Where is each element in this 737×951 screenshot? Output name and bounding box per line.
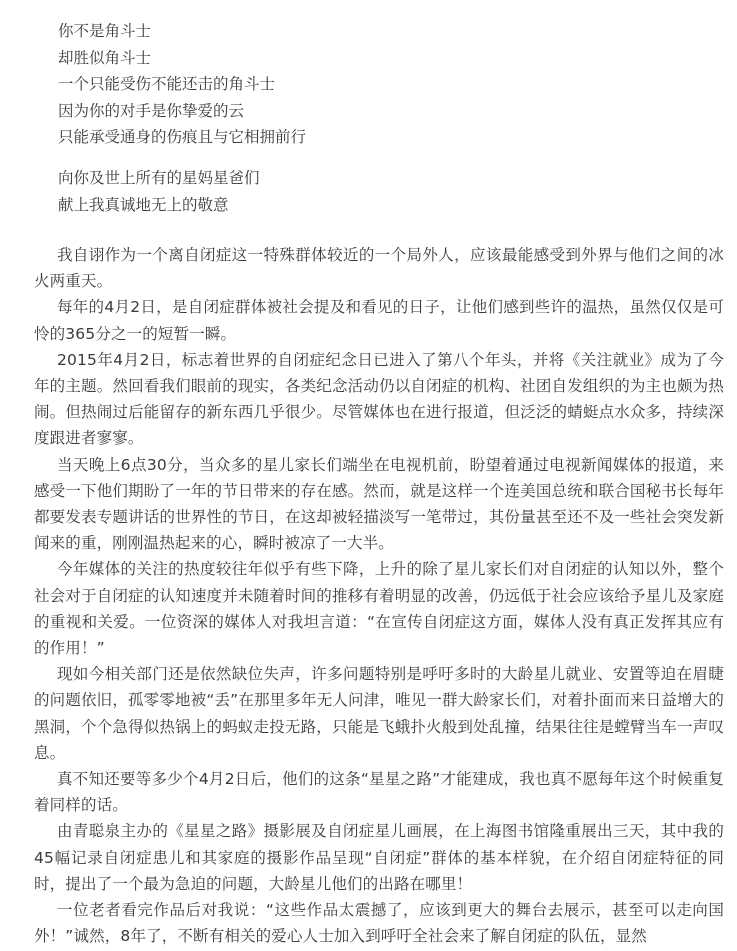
poem-line: 却胜似角斗士 — [58, 48, 152, 67]
paragraph: 今年媒体的关注的热度较往年似乎有些下降，上升的除了星儿家长们对自闭症的认知以外，整个社会对于自闭症的认知速度并未随着时间的推移有着明显的改善，仍远低于社会应该给予星儿及家庭的重视和关爱。一位资深的媒体人对我坦言道：“在宣传自闭症这方面，媒体人没有真正发挥其应有的作用！” — [34, 560, 724, 658]
paragraph: 真不知还要等多少个4月2日后，他们的这条“星星之路”才能建成，我也真不愿每年这个时候重复着同样的话。 — [34, 770, 724, 815]
poem-line: 你不是角斗士 — [58, 22, 152, 40]
poem-line: 只能承受通身的伤痕且与它相拥前行 — [58, 128, 307, 146]
poem-line: 献上我真诚地无上的敬意 — [58, 195, 229, 214]
paragraph: 由青聪泉主办的《星星之路》摄影展及自闭症星儿画展，在上海图书馆隆重展出三天，其中我的45幅记录自闭症患儿和其家庭的摄影作品呈现“自闭症”群体的基本样貌，在介绍自闭症特征的同时，提出了一个最为急迫的问题，大龄星儿他们的出路在哪里！ — [34, 822, 724, 893]
paragraph: 我自诩作为一个离自闭症这一特殊群体较近的一个局外人，应该最能感受到外界与他们之间的冰火两重天。 — [34, 246, 724, 291]
paragraph: 现如今相关部门还是依然缺位失声，许多问题特别是呼吁多时的大龄星儿就业、安置等迫在眉睫的问题依旧，孤零零地被“丢”在那里多年无人问津，唯见一群大龄家长们，对着扑面而来日益增大的黑洞，个个急得似热锅上的蚂蚁走投无路，只能是飞蛾扑火般到处乱撞，结果往往是螳臂当车一声叹息。 — [34, 665, 724, 762]
poem-stanza-2 — [58, 165, 260, 218]
paragraph: 每年的4月2日，是自闭症群体被社会提及和看见的日子，让他们感到些许的温热，虽然仅仅是可怜的365分之一的短暂一瞬。 — [34, 298, 724, 343]
poem-line: 因为你的对手是你挚爱的云 — [58, 101, 245, 120]
paragraph: 当天晚上6点30分，当众多的星儿家长们端坐在电视机前，盼望着通过电视新闻媒体的报道，来感受一下他们期盼了一年的节日带来的存在感。然而，就是这样一个连美国总统和联合国秘书长每年都要发表专题讲话的世界性的节日，在这却被轻描淡写一笔带过，其份量甚至还不及一些社会突发新闻来的重，刚刚温热起来的心，瞬时被凉了一大半。 — [34, 455, 724, 553]
poem-line: 一个只能受伤不能还击的角斗士 — [58, 75, 276, 93]
poem-line: 向你及世上所有的星妈星爸们 — [58, 169, 260, 187]
poem-stanza-1 — [58, 18, 306, 151]
paragraph: 2015年4月2日，标志着世界的自闭症纪念日已进入了第八个年头，并将《关注就业》成为了今年的主题。然回看我们眼前的现实，各类纪念活动仍以自闭症的机构、社团自发组织的为主也颇为热闹。但热闹过后能留存的新东西几乎很少。尽管媒体也在进行报道，但泛泛的蜻蜓点水众多，持续深度跟进者寥寥。 — [34, 350, 724, 448]
article-body — [34, 242, 724, 949]
paragraph: 一位老者看完作品后对我说：“这些作品太震撼了，应该到更大的舞台去展示，甚至可以走向国外！”诚然，8年了，不断有相关的爱心人士加入到呼吁全社会来了解自闭症的队伍，显然 — [34, 901, 724, 946]
